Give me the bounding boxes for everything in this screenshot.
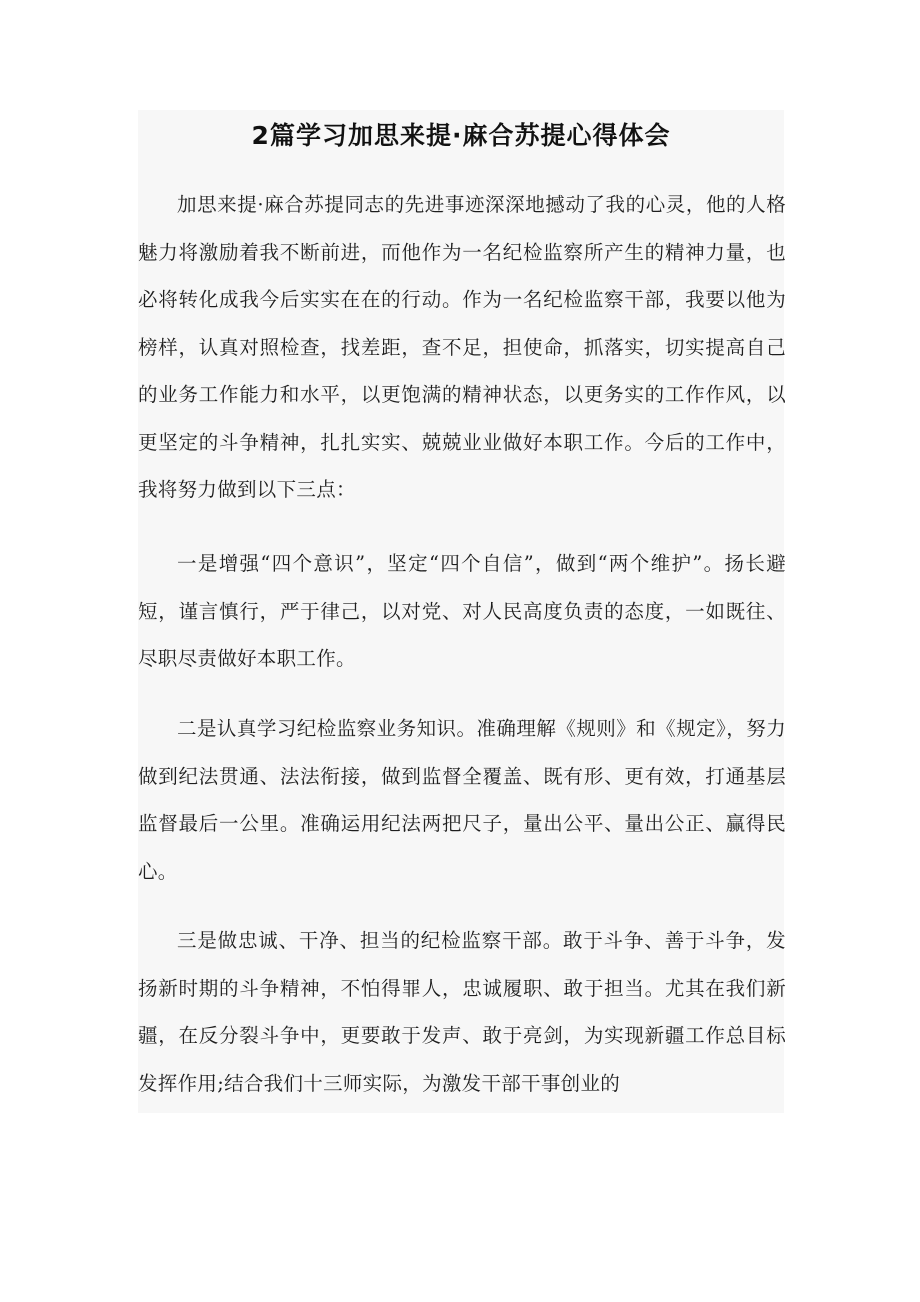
- paragraph-intro: 加思来提·麻合苏提同志的先进事迹深深地撼动了我的心灵，他的人格魅力将激励着我不断前进，而他作为一名纪检监察所产生的精神力量，也必将转化成我今后实实在在的行动。作为一名纪检监察干部，我要以他为榜样，认真对照检查，找差距，查不足，担使命，抓落实，切实提高自己的业务工作能力和水平，以更饱满的精神状态，以更务实的工作作风，以更坚定的斗争精神，扎扎实实、兢兢业业做好本职工作。今后的工作中，我将努力做到以下三点：: [138, 193, 786, 501]
- paragraph-point-two: 二是认真学习纪检监察业务知识。准确理解《规则》和《规定》，努力做到纪法贯通、法法衔接，做到监督全覆盖、既有形、更有效，打通基层监督最后一公里。准确运用纪法两把尺子，量出公平、量出公正、赢得民心。: [138, 717, 786, 883]
- paragraph-point-three: 三是做忠诚、干净、担当的纪检监察干部。敢于斗争、善于斗争，发扬新时期的斗争精神，不怕得罪人，忠诚履职、敢于担当。尤其在我们新疆，在反分裂斗争中，更要敢于发声、敢于亮剑，为实现新疆工作总目标发挥作用;结合我们十三师实际，为激发干部干事创业的: [138, 929, 786, 1095]
- paragraph-point-one: 一是增强“四个意识”，坚定“四个自信”，做到“两个维护”。扬长避短，谨言慎行，严于律己，以对党、对人民高度负责的态度，一如既往、尽职尽责做好本职工作。: [138, 552, 786, 670]
- document-title: 2篇学习加思来提·麻合苏提心得体会: [251, 121, 671, 150]
